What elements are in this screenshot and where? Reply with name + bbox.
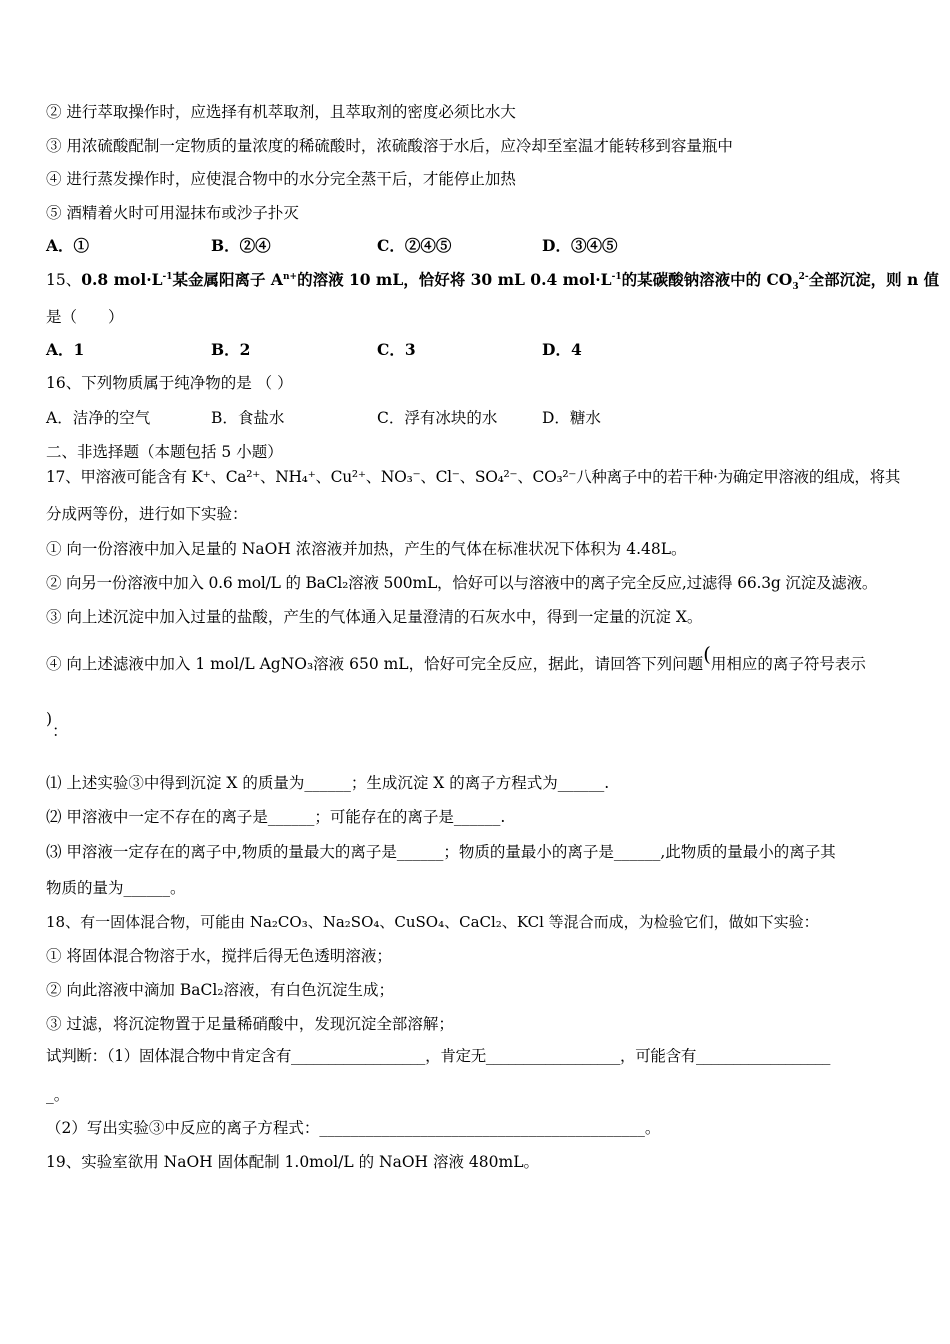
item-2: ② 进行萃取操作时，应选择有机萃取剂，且萃取剂的密度必须比水大	[46, 103, 516, 121]
q17-experiment-3: ③ 向上述沉淀中加入过量的盐酸，产生的气体通入足量澄清的石灰水中，得到一定量的沉淀 X。	[46, 608, 703, 626]
q15-sup: -1	[611, 271, 622, 282]
q17-part-3-continued: 物质的量为______。	[46, 879, 186, 897]
q17-close	[46, 710, 68, 740]
question-17: 17、甲溶液可能含有 K⁺、Ca²⁺、NH₄⁺、Cu²⁺、NO₃⁻、Cl⁻、SO₄²⁻、CO₃²⁻八种离子中的若干种·为确定甲溶液的组成，将其	[46, 468, 901, 486]
item-3: ③ 用浓硫酸配制一定物质的量浓度的稀硫酸时，浓硫酸溶于水后，应冷却至室温才能转移到容量瓶中	[46, 137, 733, 155]
q16-option-d: D．糖水	[542, 409, 601, 427]
q15-text-part: 0.8 mol·L	[81, 270, 163, 289]
q15-sub: 3	[792, 282, 799, 293]
q17-experiment-2: ② 向另一份溶液中加入 0.6 mol/L 的 BaCl₂溶液 500mL，恰好可以与溶液中的离子完全反应,过滤得 66.3g 沉淀及滤液。	[46, 574, 878, 592]
q15-option-c: C．3	[377, 340, 416, 359]
q16-option-a: A．洁净的空气	[46, 409, 151, 427]
q16-option-c: C．浮有冰块的水	[377, 409, 498, 427]
q15-text-part: 全部沉淀，则 n 值	[808, 270, 940, 289]
q15-text	[81, 270, 940, 293]
q18-part-2: （2）写出实验③中反应的离子方程式：__________________________________________。	[46, 1119, 661, 1137]
question-18: 18、有一固体混合物，可能由 Na₂CO₃、Na₂SO₄、CuSO₄、CaCl₂、KCl 等混合而成，为检验它们，做如下实验：	[46, 913, 819, 931]
q15-number: 15、	[46, 271, 82, 289]
question-15	[46, 270, 940, 293]
q14-option-d: D．③④⑤	[542, 236, 618, 255]
q18-judge-end: _。	[46, 1086, 70, 1104]
q17-experiment-4	[46, 642, 866, 674]
q15-text-part: 的某碳酸钠溶液中的 CO	[621, 270, 793, 289]
q14-option-a: A．①	[46, 236, 90, 255]
q15-option-d: D．4	[542, 340, 582, 359]
item-5: ⑤ 酒精着火时可用湿抹布或沙子扑灭	[46, 204, 299, 222]
q18-step-1: ① 将固体混合物溶于水，搅拌后得无色透明溶液；	[46, 947, 392, 965]
q16-option-b: B．食盐水	[211, 409, 285, 427]
q17-part-2: ⑵ 甲溶液中一定不存在的离子是______；可能存在的离子是______.	[46, 808, 506, 826]
q18-step-2: ② 向此溶液中滴加 BaCl₂溶液，有白色沉淀生成；	[46, 981, 395, 999]
question-17-continued: 分成两等份，进行如下实验：	[46, 505, 248, 523]
question-19: 19、实验室欲用 NaOH 固体配制 1.0mol/L 的 NaOH 溶液 480mL。	[46, 1153, 539, 1171]
q17-experiment-4-text: ④ 向上述滤液中加入 1 mol/L AgNO₃溶液 650 mL，恰好可完全反应，据此，请回答下列问题	[46, 655, 704, 673]
q17-part-1: ⑴ 上述实验③中得到沉淀 X 的质量为______；生成沉淀 X 的离子方程式为______.	[46, 774, 610, 792]
q15-sup: n+	[282, 271, 298, 282]
section-2-heading: 二、非选择题（本题包括 5 小题）	[46, 443, 283, 461]
q18-judge: 试判断：（1）固体混合物中肯定含有__________________，肯定无__________________，可能含有__________________	[46, 1047, 831, 1065]
close-paren: )	[46, 710, 53, 728]
open-paren: (	[703, 642, 711, 666]
q15-option-b: B．2	[211, 340, 251, 359]
q15-text-part: 某金属阳离子 A	[172, 270, 283, 289]
q15-sup: -1	[162, 271, 173, 282]
item-4: ④ 进行蒸发操作时，应使混合物中的水分完全蒸干后，才能停止加热	[46, 170, 516, 188]
colon: ：	[52, 722, 68, 740]
q14-option-c: C．②④⑤	[377, 236, 452, 255]
q15-sup: 2-	[798, 271, 809, 282]
q17-experiment-4-text-end: 用相应的离子符号表示	[710, 655, 866, 673]
q14-option-b: B．②④	[211, 236, 271, 255]
question-15-continued: 是（ ）	[46, 308, 124, 326]
q18-step-3: ③ 过滤，将沉淀物置于足量稀硝酸中，发现沉淀全部溶解；	[46, 1015, 454, 1033]
q15-option-a: A．1	[46, 340, 85, 359]
q17-part-3: ⑶ 甲溶液一定存在的离子中,物质的量最大的离子是______；物质的量最小的离子是______,此物质的量最小的离子其	[46, 843, 836, 861]
question-16: 16、下列物质属于纯净物的是 （ ）	[46, 374, 293, 392]
q15-text-part: 的溶液 10 mL，恰好将 30 mL 0.4 mol·L	[297, 270, 612, 289]
q17-experiment-1: ① 向一份溶液中加入足量的 NaOH 浓溶液并加热，产生的气体在标准状况下体积为 4.48L。	[46, 540, 687, 558]
